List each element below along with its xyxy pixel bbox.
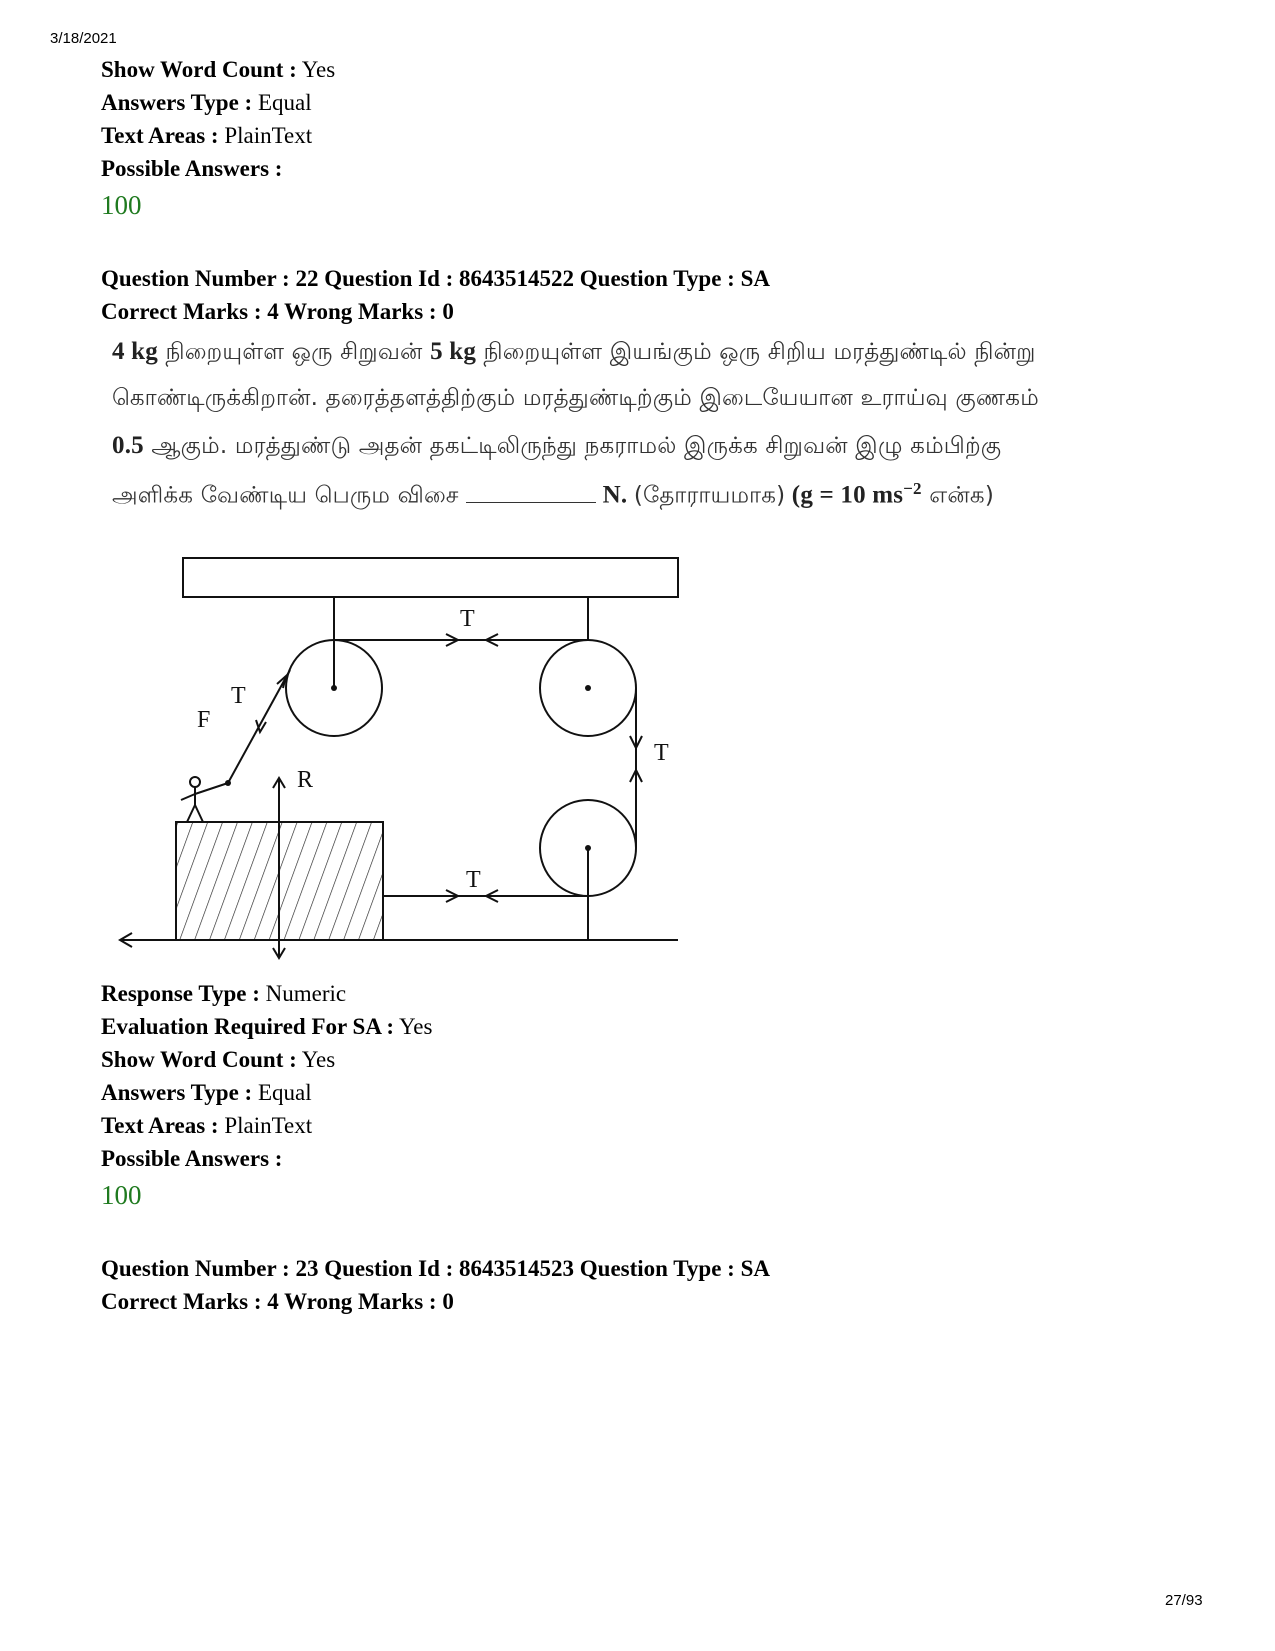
- field-label: Possible Answers :: [101, 156, 283, 181]
- boy-head: [190, 777, 200, 787]
- pulley-axle: [331, 685, 337, 691]
- gravity-exponent: −2: [903, 479, 922, 498]
- mass-boy: 4 kg: [112, 338, 158, 365]
- boy-arm-back: [181, 794, 195, 800]
- pulley-axle: [585, 685, 591, 691]
- field-value: Numeric: [265, 981, 347, 1006]
- field-label: Response Type :: [101, 981, 260, 1006]
- field-label: Answers Type :: [101, 1080, 253, 1105]
- field-label: Show Word Count :: [101, 1047, 297, 1072]
- text-segment: அளிக்க வேண்டிய பெரும விசை: [112, 482, 467, 509]
- friction-coefficient: 0.5: [112, 432, 144, 459]
- field-label: Evaluation Required For SA :: [101, 1014, 395, 1039]
- field-value: Equal: [257, 1080, 312, 1105]
- field-value: PlainText: [224, 1113, 313, 1138]
- field-value: PlainText: [224, 123, 313, 148]
- text-segment: நிறையுள்ள இயங்கும் ஒரு சிறிய மரத்துண்டில் நின்று: [476, 339, 1036, 365]
- field-value: Yes: [301, 1047, 336, 1072]
- show-word-count-row: [101, 1046, 335, 1074]
- field-label: Text Areas :: [101, 1113, 219, 1138]
- label-t-right: T: [654, 740, 669, 766]
- ceiling-beam: [183, 558, 678, 597]
- text-segment: என்க): [921, 482, 995, 509]
- field-value: Yes: [399, 1014, 433, 1039]
- mass-plank: 5 kg: [430, 338, 477, 365]
- possible-answers-row: [101, 1145, 282, 1173]
- possible-answer-value: 100: [101, 1180, 142, 1210]
- evaluation-row: [101, 1013, 432, 1041]
- question-header: [101, 1255, 770, 1283]
- label-f: F: [197, 707, 211, 733]
- boy-leg-right: [195, 805, 203, 822]
- question-marks-text: Correct Marks : 4 Wrong Marks : 0: [101, 299, 454, 324]
- pulley-axle: [585, 845, 591, 851]
- question-header-text: Question Number : 23 Question Id : 8643514523 Question Type : SA: [101, 1256, 770, 1281]
- label-t-left: T: [231, 683, 246, 709]
- rope-hand-point: [225, 780, 231, 786]
- field-label: Possible Answers :: [101, 1146, 283, 1171]
- text-areas-row: [101, 1112, 312, 1140]
- text-segment: (தோராயமாக): [633, 482, 786, 509]
- possible-answer-value: 100: [101, 190, 142, 220]
- field-label: Text Areas :: [101, 123, 219, 148]
- answers-type-row: [101, 1079, 312, 1107]
- field-label: Show Word Count :: [101, 57, 297, 82]
- label-t-bottom: T: [466, 867, 481, 893]
- response-type-row: [101, 980, 346, 1008]
- gravity-value: (g = 10 ms: [785, 481, 904, 509]
- question-marks: [101, 1288, 454, 1316]
- question-header-text: Question Number : 22 Question Id : 8643514522 Question Type : SA: [101, 266, 770, 291]
- text-segment: கொண்டிருக்கிறான். தரைத்தளத்திற்கும் மரத்துண்டிற்கும் இடையேயான உராய்வு குணகம்: [112, 385, 1039, 411]
- label-t-top: T: [460, 606, 475, 632]
- unit-newton: N.: [596, 481, 634, 509]
- page-number: 27/93: [1165, 1592, 1203, 1609]
- boy-leg-left: [187, 805, 195, 822]
- field-value: Equal: [257, 90, 312, 115]
- label-r: R: [297, 767, 314, 793]
- text-segment: ஆகும். மரத்துண்டு அதன் தகட்டிலிருந்து நகராமல் இருக்க சிறுவன் இழு கம்பிற்கு: [143, 433, 1002, 459]
- question-marks-text: Correct Marks : 4 Wrong Marks : 0: [101, 1289, 454, 1314]
- field-value: Yes: [301, 57, 336, 82]
- field-label: Answers Type :: [101, 90, 253, 115]
- text-segment: நிறையுள்ள ஒரு சிறுவன்: [157, 339, 431, 365]
- print-date: 3/18/2021: [50, 30, 117, 47]
